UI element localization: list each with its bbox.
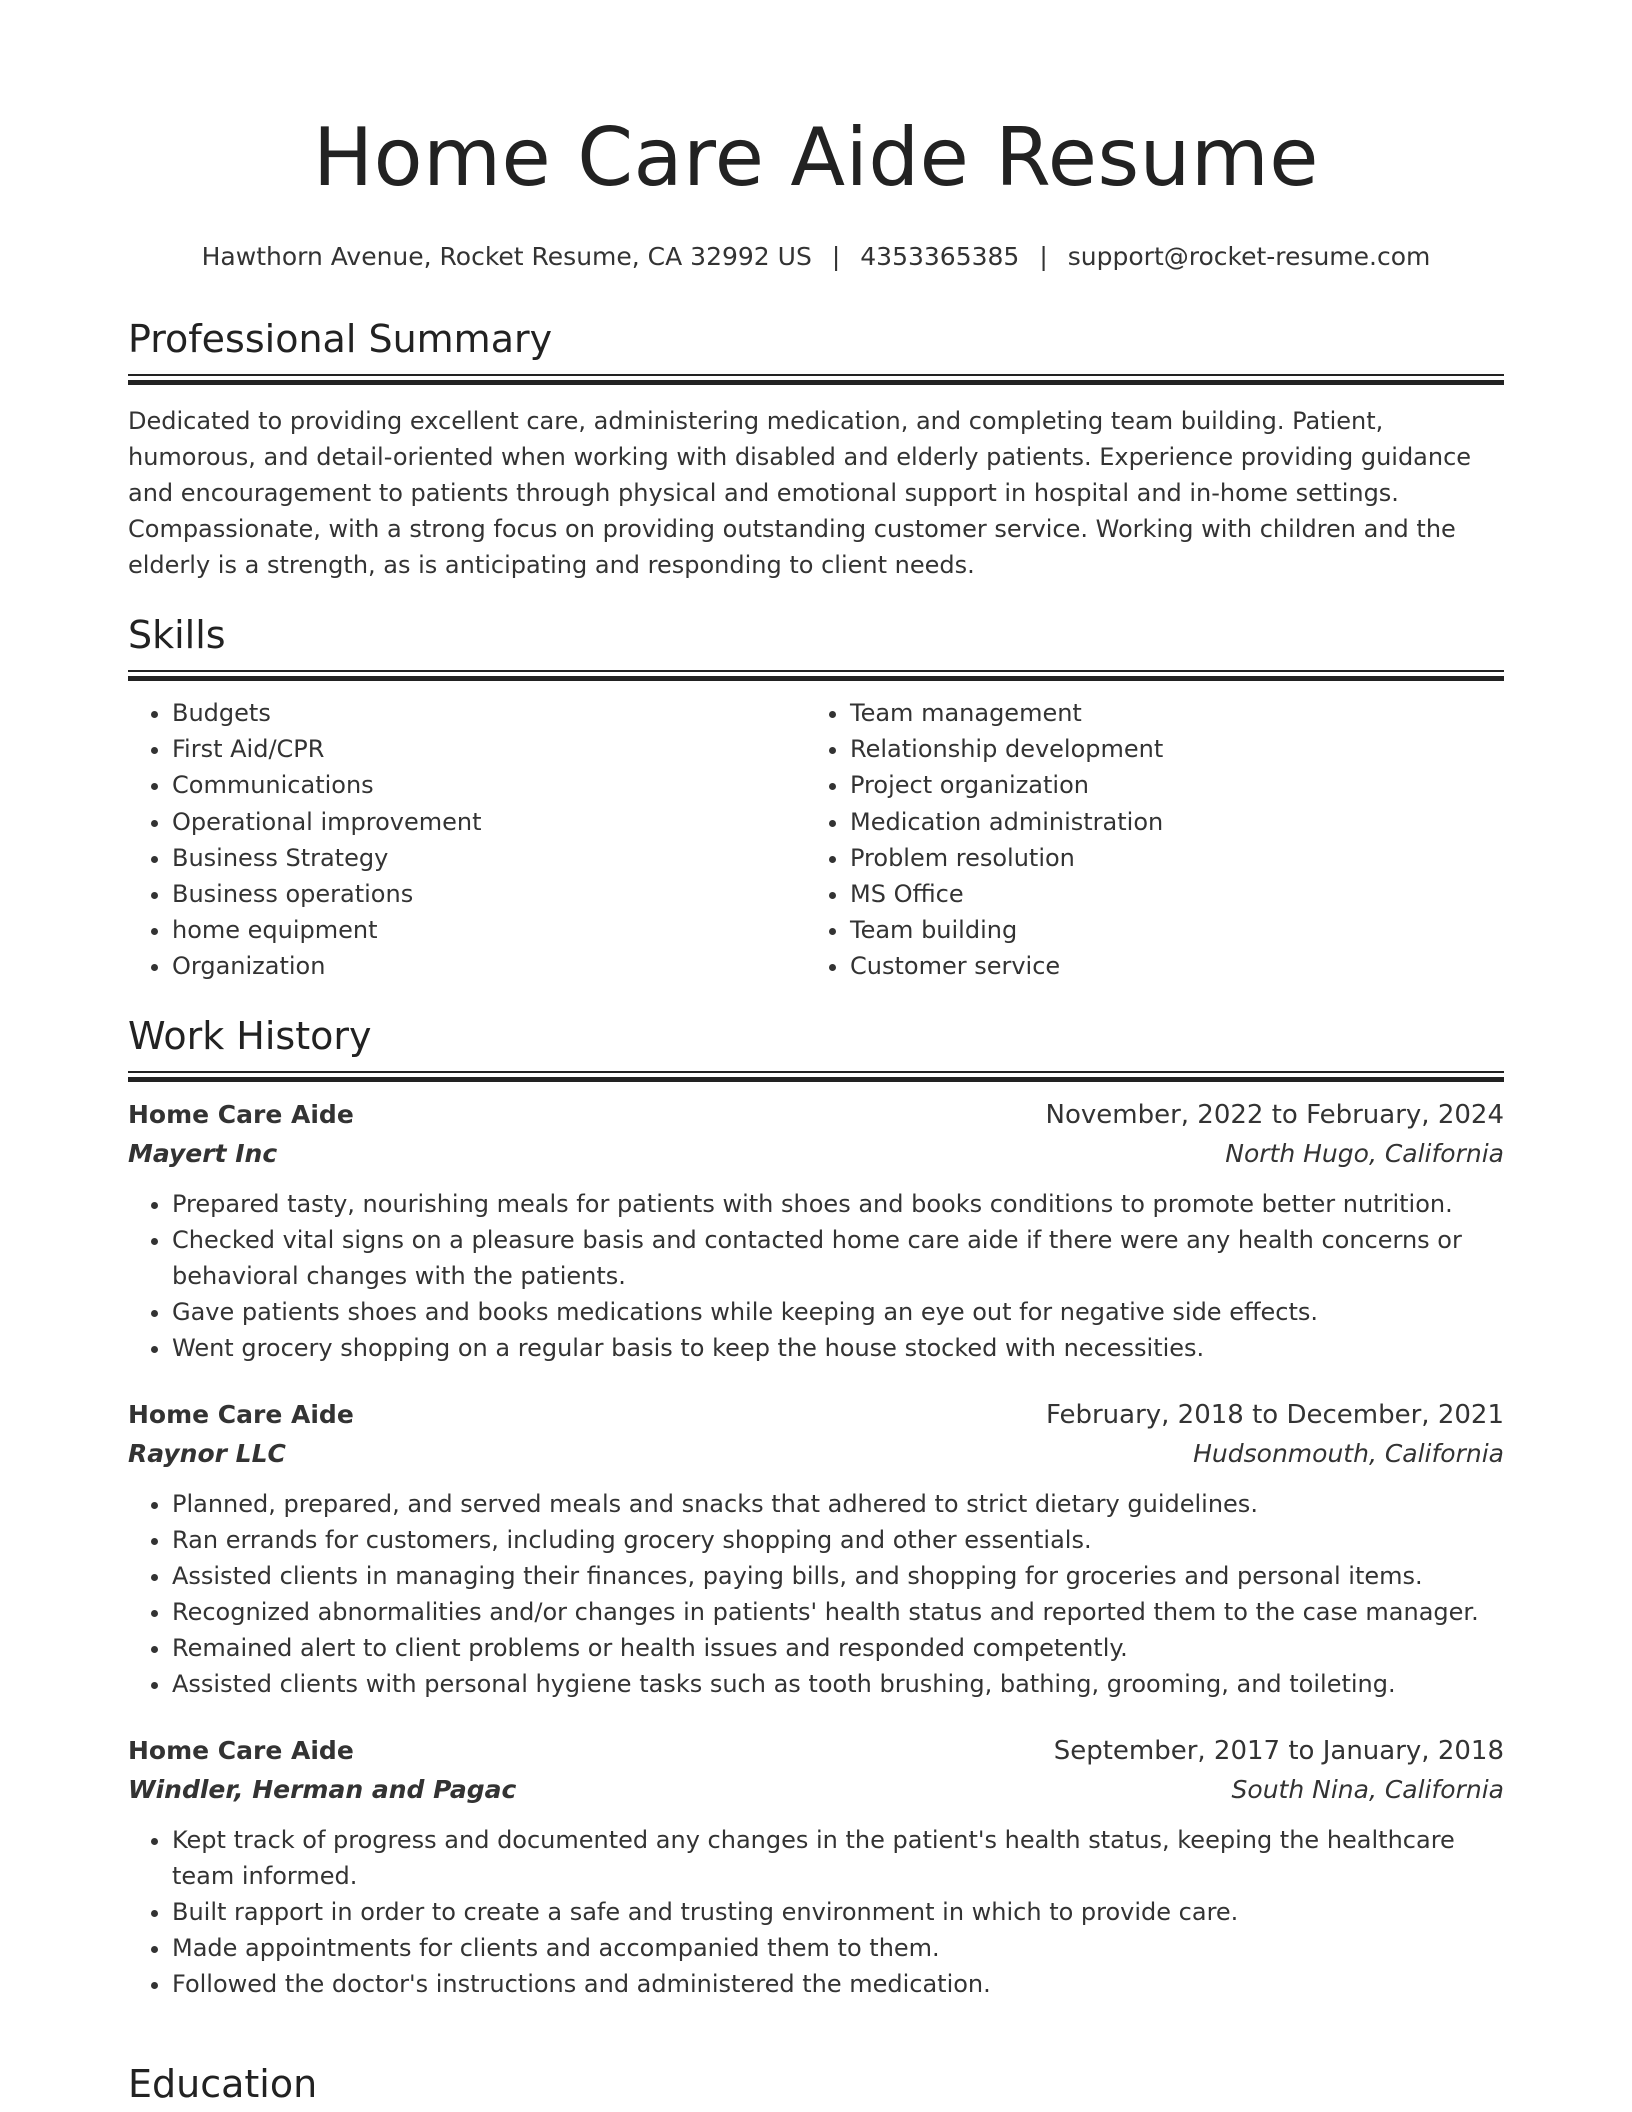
job-bullet: • Went grocery shopping on a regular basis to keep the house stocked with necessities. [172,1330,1504,1366]
skill-item: • Operational improvement [172,804,806,840]
skill-item: • Business operations [172,876,806,912]
job-bullets [128,1822,1504,2002]
job-company: Mayert Inc [128,1139,278,1168]
job-company: Windler, Herman and Pagac [128,1775,517,1804]
job-entry [128,1396,1504,1702]
skill-item: • Budgets [172,695,806,731]
job-title: Home Care Aide [128,1736,354,1765]
job-bullet: • Ran errands for customers, including grocery shopping and other essentials. [172,1522,1504,1558]
job-bullet: • Followed the doctor's instructions and administered the medication. [172,1966,1504,2002]
skill-item: • Problem resolution [850,840,1484,876]
job-bullet: • Checked vital signs on a pleasure basis and contacted home care aide if there were any health concerns or behavioral changes with the patients. [172,1222,1504,1294]
job-bullet: • Recognized abnormalities and/or changes in patients' health status and reported them to the case manager. [172,1594,1504,1630]
education-section [128,2061,1504,2107]
skills-list-right [806,695,1484,985]
contact-separator: | [1039,242,1048,271]
job-bullet: • Made appointments for clients and accompanied them to them. [172,1930,1504,1966]
skill-item: • Medication administration [850,804,1484,840]
job-bullet: • Planned, prepared, and served meals and snacks that adhered to strict dietary guidelines. [172,1486,1504,1522]
skill-item: • Customer service [850,948,1484,984]
work-history-heading: Work History [128,1014,372,1058]
skills-columns [128,695,1504,985]
job-title: Home Care Aide [128,1400,354,1429]
skills-section [128,612,1504,985]
section-divider [128,1071,1504,1082]
job-bullet: • Kept track of progress and documented any changes in the patient's health status, keeping the healthcare team informed. [172,1822,1504,1894]
contact-line [128,242,1504,272]
skill-item: • Team building [850,912,1484,948]
job-title: Home Care Aide [128,1100,354,1129]
work-history-section [128,1013,1504,2002]
contact-phone: 4353365385 [860,242,1020,271]
skill-item: • Business Strategy [172,840,806,876]
job-bullets [128,1186,1504,1366]
skill-item: • First Aid/CPR [172,731,806,767]
job-bullet: • Assisted clients in managing their finances, paying bills, and shopping for groceries and personal items. [172,1558,1504,1594]
skill-item: • Team management [850,695,1484,731]
section-divider [128,374,1504,385]
skill-item: • Communications [172,767,806,803]
job-dates: November, 2022 to February, 2024 [1045,1100,1504,1130]
job-location: Hudsonmouth, California [1193,1439,1504,1468]
education-heading: Education [128,2062,318,2106]
job-bullets [128,1486,1504,1702]
summary-text: Dedicated to providing excellent care, administering medication, and completing team building. Patient, humorous, and detail-oriented when working with disabled and elderly patients. Experience providing guidance and encouragement to patients through physical and emotional support in hospital and in-home settings. Compassionate, with a strong focus on providing outstanding customer service. Working with children and the elderly is a strength, as is anticipating and responding to client needs. [128,407,1472,579]
job-entry [128,1732,1504,2002]
job-company: Raynor LLC [128,1439,286,1468]
job-location: North Hugo, California [1225,1139,1504,1168]
job-bullet: • Gave patients shoes and books medications while keeping an eye out for negative side effects. [172,1294,1504,1330]
skill-item: • Organization [172,948,806,984]
job-bullet: • Built rapport in order to create a safe and trusting environment in which to provide care. [172,1894,1504,1930]
contact-separator: | [831,242,841,271]
job-bullet: • Remained alert to client problems or health issues and responded competently. [172,1630,1504,1666]
skill-item: • Project organization [850,767,1484,803]
job-bullet: • Prepared tasty, nourishing meals for patients with shoes and books conditions to promote better nutrition. [172,1186,1504,1222]
job-bullet: • Assisted clients with personal hygiene tasks such as tooth brushing, bathing, grooming, and toileting. [172,1666,1504,1702]
skill-item: • home equipment [172,912,806,948]
summary-heading: Professional Summary [128,317,553,361]
job-dates: February, 2018 to December, 2021 [1045,1400,1504,1430]
section-divider [128,670,1504,681]
page-title: Home Care Aide Resume [313,111,1319,204]
job-location: South Nina, California [1231,1775,1504,1804]
summary-section [128,316,1504,583]
job-entry [128,1096,1504,1366]
skills-heading: Skills [128,613,226,657]
skills-list-left [128,695,806,985]
skill-item: • MS Office [850,876,1484,912]
job-dates: September, 2017 to January, 2018 [1053,1736,1504,1766]
skill-item: • Relationship development [850,731,1484,767]
contact-email: support@rocket-resume.com [1067,242,1431,271]
contact-address: Hawthorn Avenue, Rocket Resume, CA 32992 US [201,242,812,271]
